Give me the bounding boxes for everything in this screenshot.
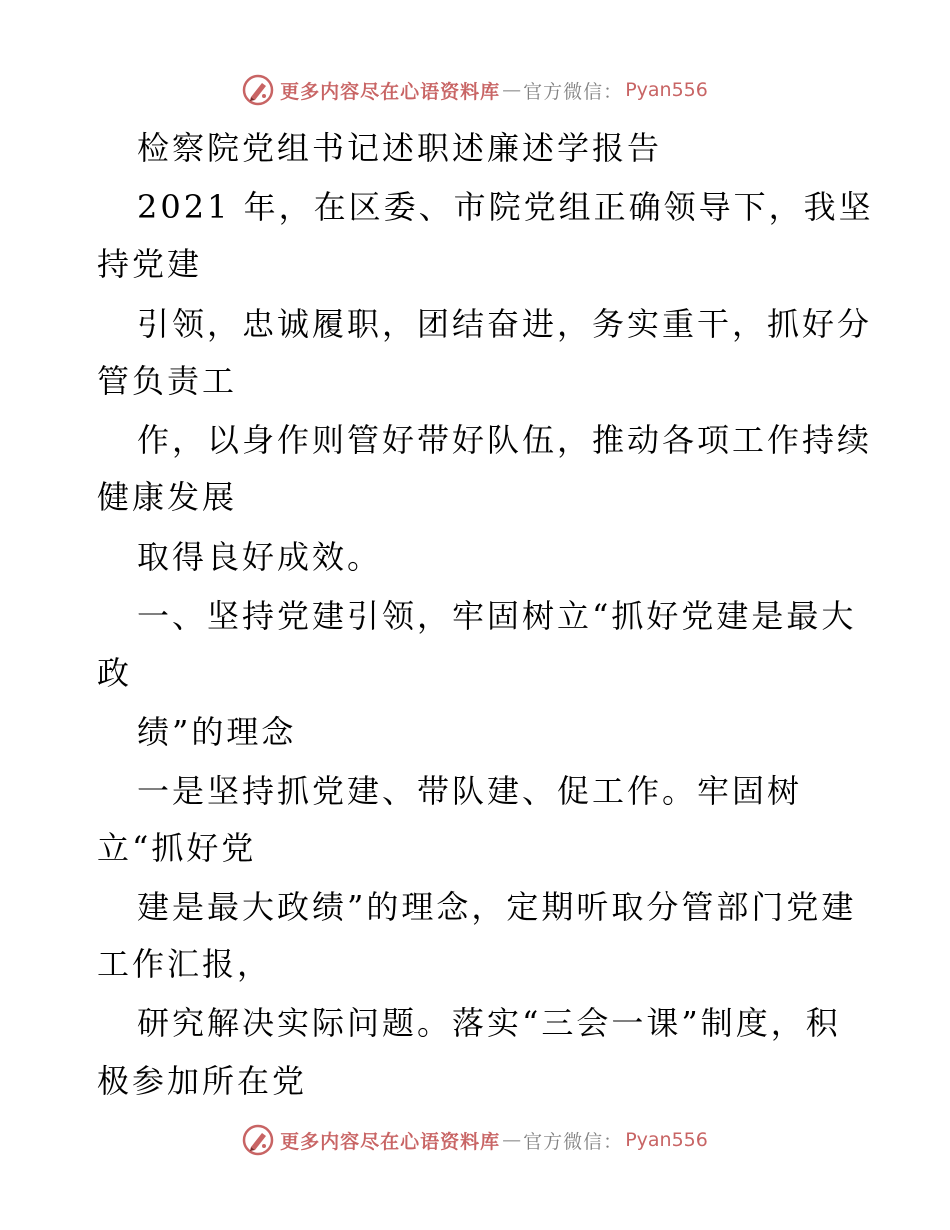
- paragraph-line: 研究解决实际问题。落实“三会一课”制度，积: [137, 1004, 841, 1042]
- paragraph-line: 作，以身作则管好带好队伍，推动各项工作持续: [137, 421, 873, 459]
- paragraph-line: 2021 年，在区委、市院党组正确领导下，我坚: [137, 188, 874, 226]
- section-heading: 一、坚持党建引领，牢固树立“抓好党建是最大: [137, 597, 857, 635]
- paragraph-line: 健康发展: [97, 478, 238, 516]
- paragraph-line: 引领，忠诚履职，团结奋进，务实重干，抓好分: [137, 305, 873, 343]
- paragraph-line: 取得良好成效。: [137, 538, 383, 576]
- watermark-dash: —: [502, 79, 522, 101]
- watermark-wechat-id: Pyan556: [625, 1129, 708, 1151]
- watermark-sub-text: 官方微信：: [523, 1130, 624, 1153]
- watermark-main-text: 更多内容尽在心语资料库: [280, 80, 501, 103]
- pen-logo-icon: [242, 74, 274, 106]
- watermark-header: [0, 72, 950, 108]
- paragraph-line: 持党建: [97, 245, 203, 283]
- paragraph-line: 极参加所在党: [97, 1062, 308, 1100]
- paragraph-line: 工作汇报，: [97, 945, 273, 983]
- paragraph-line: 建是最大政绩”的理念，定期听取分管部门党建: [137, 888, 857, 926]
- section-heading: 绩”的理念: [137, 713, 297, 751]
- watermark-dash: —: [502, 1129, 522, 1151]
- pen-logo-icon: [242, 1124, 274, 1156]
- section-heading: 政: [97, 654, 133, 692]
- watermark-footer: [0, 1122, 950, 1158]
- paragraph-line: 一是坚持抓党建、带队建、促工作。牢固树: [137, 772, 803, 810]
- paragraph-line: 立“抓好党: [97, 829, 257, 867]
- watermark-main-text: 更多内容尽在心语资料库: [280, 1130, 501, 1153]
- watermark-sub-text: 官方微信：: [523, 80, 624, 103]
- watermark-wechat-id: Pyan556: [625, 79, 708, 101]
- paragraph-line: 管负责工: [97, 362, 238, 400]
- document-title: 检察院党组书记述职述廉述学报告: [137, 129, 663, 167]
